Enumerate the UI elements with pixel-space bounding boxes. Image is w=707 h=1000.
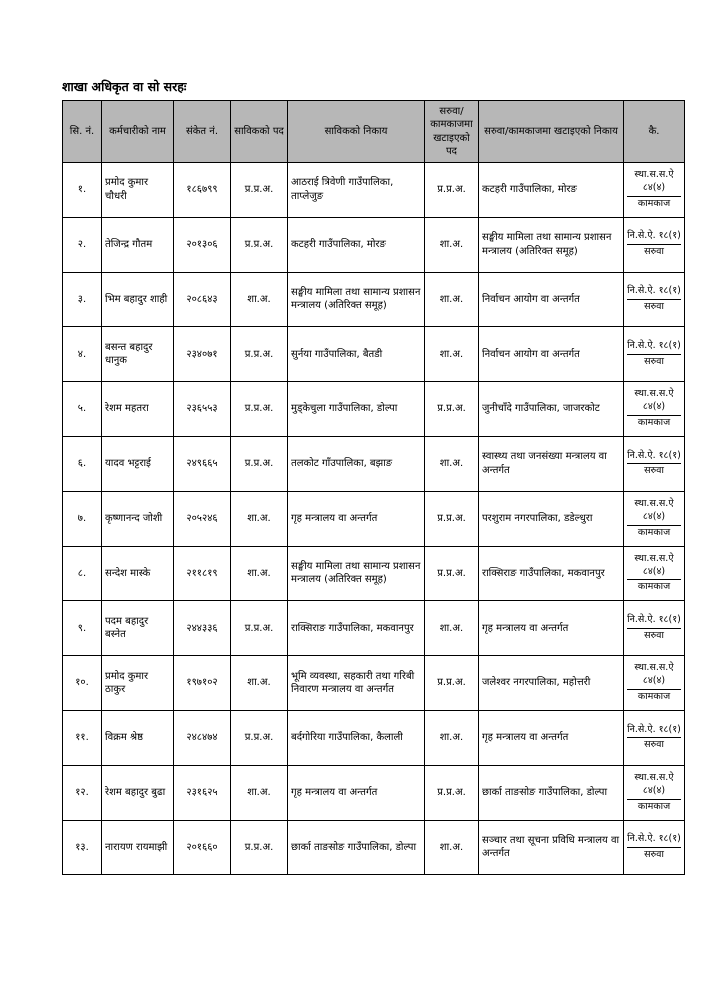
cell-remarks: [624, 765, 685, 820]
cell-sn: ६.: [63, 436, 102, 491]
cell-new-office: निर्वाचन आयोग वा अन्तर्गत: [479, 327, 624, 382]
cell-old-post: प्र.प्र.अ.: [231, 710, 288, 765]
cell-new-post: शा.अ.: [425, 436, 479, 491]
remark-law-reference: नि.से.ऐ. १८(१): [627, 449, 681, 461]
cell-new-office: सङ्घीय मामिला तथा सामान्य प्रशासन मन्त्रालय (अतिरिक्त समूह): [479, 217, 624, 272]
cell-old-post: शा.अ.: [231, 491, 288, 546]
table-row: [63, 436, 685, 491]
table-row: [63, 546, 685, 601]
cell-code: २११८१९: [174, 546, 231, 601]
remark-type: कामकाज: [627, 525, 681, 540]
cell-new-office: निर्वाचन आयोग वा अन्तर्गत: [479, 272, 624, 327]
remark-law-reference: स्था.स.स.ऐ ८४(४): [634, 662, 674, 687]
cell-old-office: राक्सिराङ गाउँपालिका, मकवानपुर: [288, 601, 425, 656]
cell-sn: ८.: [63, 546, 102, 601]
cell-old-post: प्र.प्र.अ.: [231, 217, 288, 272]
cell-new-office: गृह मन्त्रालय वा अन्तर्गत: [479, 710, 624, 765]
cell-code: २४८४७४: [174, 710, 231, 765]
cell-sn: १.: [63, 163, 102, 218]
cell-old-post: प्र.प्र.अ.: [231, 436, 288, 491]
header-new-post: सरुवा/ कामकाजमा खटाइएको पद: [425, 101, 479, 163]
cell-old-post: प्र.प्र.अ.: [231, 327, 288, 382]
cell-employee-name: यादव भट्टराई: [102, 436, 174, 491]
cell-employee-name: प्रमोद कुमार चौधरी: [102, 163, 174, 218]
table-row: [63, 765, 685, 820]
cell-new-post: शा.अ.: [425, 710, 479, 765]
cell-new-post: प्र.प्र.अ.: [425, 656, 479, 711]
cell-remarks: [624, 272, 685, 327]
cell-employee-name: भिम बहादुर शाही: [102, 272, 174, 327]
cell-sn: २.: [63, 217, 102, 272]
cell-new-post: प्र.प्र.अ.: [425, 382, 479, 437]
cell-new-office: परशुराम नगरपालिका, डडेल्धुरा: [479, 491, 624, 546]
remark-type: कामकाज: [627, 799, 681, 814]
table-row: [63, 656, 685, 711]
cell-sn: ७.: [63, 491, 102, 546]
remark-law-reference: स्था.स.स.ऐ ८४(४): [634, 552, 674, 577]
cell-remarks: [624, 710, 685, 765]
remark-type: सरुवा: [627, 244, 681, 259]
table-header-row: [63, 101, 685, 163]
cell-remarks: [624, 217, 685, 272]
cell-sn: ५.: [63, 382, 102, 437]
cell-employee-name: कृष्णानन्द जोशी: [102, 491, 174, 546]
remark-type: कामकाज: [627, 579, 681, 594]
cell-new-post: शा.अ.: [425, 601, 479, 656]
cell-old-office: तलकोट गाँउपालिका, बझाङ: [288, 436, 425, 491]
remark-law-reference: नि.से.ऐ. १८(१): [627, 285, 681, 297]
table-row: [63, 217, 685, 272]
cell-new-post: प्र.प्र.अ.: [425, 163, 479, 218]
cell-employee-name: रेशम महतरा: [102, 382, 174, 437]
header-new-office: सरुवा/कामकाजमा खटाइएको निकाय: [479, 101, 624, 163]
cell-new-office: छार्का ताङसोङ गाउँपालिका, डोल्पा: [479, 765, 624, 820]
remark-type: सरुवा: [627, 847, 681, 862]
cell-new-post: प्र.प्र.अ.: [425, 491, 479, 546]
remark-type: सरुवा: [627, 628, 681, 643]
cell-code: २०५२४६: [174, 491, 231, 546]
cell-employee-name: रेशम बहादुर बुढा: [102, 765, 174, 820]
header-employee-name: कर्मचारीको नाम: [102, 101, 174, 163]
cell-new-office: जुनीचाँदे गाउँपालिका, जाजरकोट: [479, 382, 624, 437]
cell-new-post: शा.अ.: [425, 820, 479, 875]
cell-sn: १२.: [63, 765, 102, 820]
cell-employee-name: पदम बहादुर बस्नेत: [102, 601, 174, 656]
cell-remarks: [624, 820, 685, 875]
cell-new-office: राक्सिराङ गाउँपालिका, मकवानपुर: [479, 546, 624, 601]
transfer-table: [62, 100, 685, 875]
cell-old-office: भूमि व्यवस्था, सहकारी तथा गरिबी निवारण मन्त्रालय वा अन्तर्गत: [288, 656, 425, 711]
remark-type: सरुवा: [627, 463, 681, 478]
cell-old-office: गृह मन्त्रालय वा अन्तर्गत: [288, 765, 425, 820]
header-remarks: कै.: [624, 101, 685, 163]
cell-old-post: प्र.प्र.अ.: [231, 820, 288, 875]
cell-old-office: छार्का ताङसोङ गाउँपालिका, डोल्पा: [288, 820, 425, 875]
remark-type: सरुवा: [627, 299, 681, 314]
remark-law-reference: नि.से.ऐ. १८(१): [627, 833, 681, 845]
table-row: [63, 382, 685, 437]
remark-law-reference: स्था.स.स.ऐ ८४(४): [634, 497, 674, 522]
cell-code: २०८६४३: [174, 272, 231, 327]
cell-employee-name: प्रमोद कुमार ठाकुर: [102, 656, 174, 711]
cell-old-post: प्र.प्र.अ.: [231, 382, 288, 437]
cell-new-post: शा.अ.: [425, 217, 479, 272]
cell-new-office: जलेश्वर नगरपालिका, महोत्तरी: [479, 656, 624, 711]
cell-employee-name: तेजिन्द्र गौतम: [102, 217, 174, 272]
cell-remarks: [624, 656, 685, 711]
remark-law-reference: स्था.स.स.ऐ ८४(४): [634, 169, 674, 193]
cell-employee-name: विक्रम श्रेष्ठ: [102, 710, 174, 765]
cell-code: १९७१०२: [174, 656, 231, 711]
cell-new-post: प्र.प्र.अ.: [425, 546, 479, 601]
table-row: [63, 820, 685, 875]
cell-new-office: सञ्चार तथा सूचना प्रविधि मन्त्रालय वा अन्तर्गत: [479, 820, 624, 875]
remark-type: कामकाज: [627, 196, 681, 211]
remark-law-reference: नि.से.ऐ. १८(१): [627, 613, 681, 625]
cell-old-office: गृह मन्त्रालय वा अन्तर्गत: [288, 491, 425, 546]
remark-type: कामकाज: [627, 689, 681, 704]
cell-sn: ४.: [63, 327, 102, 382]
cell-new-office: स्वास्थ्य तथा जनसंख्या मन्त्रालय वा अन्तर्गत: [479, 436, 624, 491]
cell-sn: १३.: [63, 820, 102, 875]
table-row: [63, 327, 685, 382]
cell-sn: ९.: [63, 601, 102, 656]
cell-new-post: शा.अ.: [425, 272, 479, 327]
remark-law-reference: नि.से.ऐ. १८(१): [627, 230, 681, 242]
cell-old-office: कटहरी गाउँपालिका, मोरङ: [288, 217, 425, 272]
remark-type: सरुवा: [627, 354, 681, 369]
cell-old-office: सङ्घीय मामिला तथा सामान्य प्रशासन मन्त्रालय (अतिरिक्त समूह): [288, 546, 425, 601]
cell-code: २३६५५३: [174, 382, 231, 437]
cell-old-post: शा.अ.: [231, 656, 288, 711]
cell-sn: ११.: [63, 710, 102, 765]
cell-remarks: [624, 601, 685, 656]
cell-code: २०१३०६: [174, 217, 231, 272]
cell-code: १८६७९९: [174, 163, 231, 218]
cell-remarks: [624, 491, 685, 546]
table-row: [63, 163, 685, 218]
table-row: [63, 272, 685, 327]
cell-old-post: प्र.प्र.अ.: [231, 163, 288, 218]
remark-type: सरुवा: [627, 737, 681, 752]
cell-remarks: [624, 163, 685, 218]
cell-old-office: सुर्नया गाउँपालिका, बैतडी: [288, 327, 425, 382]
header-old-post: साविकको पद: [231, 101, 288, 163]
cell-code: २४९६६५: [174, 436, 231, 491]
cell-remarks: [624, 327, 685, 382]
cell-old-post: शा.अ.: [231, 272, 288, 327]
cell-new-office: कटहरी गाउँपालिका, मोरङ: [479, 163, 624, 218]
cell-old-post: शा.अ.: [231, 765, 288, 820]
table-row: [63, 601, 685, 656]
cell-old-office: बर्दगोरिया गाउँपालिका, कैलाली: [288, 710, 425, 765]
cell-old-post: प्र.प्र.अ.: [231, 601, 288, 656]
header-sn: सि. नं.: [63, 101, 102, 163]
remark-type: कामकाज: [627, 415, 681, 430]
section-heading: शाखा अधिकृत वा सो सरहः: [62, 79, 187, 94]
cell-remarks: [624, 382, 685, 437]
cell-sn: ३.: [63, 272, 102, 327]
cell-code: २३४०७१: [174, 327, 231, 382]
cell-old-office: सङ्घीय मामिला तथा सामान्य प्रशासन मन्त्रालय (अतिरिक्त समूह): [288, 272, 425, 327]
header-old-office: साविकको निकाय: [288, 101, 425, 163]
header-code: संकेत नं.: [174, 101, 231, 163]
cell-code: २४४३३६: [174, 601, 231, 656]
table-row: [63, 491, 685, 546]
cell-new-post: प्र.प्र.अ.: [425, 765, 479, 820]
remark-law-reference: स्था.स.स.ऐ ८४(४): [634, 388, 674, 413]
cell-old-office: मुड्केचुला गाउँपालिका, डोल्पा: [288, 382, 425, 437]
cell-code: २३१६२५: [174, 765, 231, 820]
cell-employee-name: नारायण रायमाझी: [102, 820, 174, 875]
cell-new-office: गृह मन्त्रालय वा अन्तर्गत: [479, 601, 624, 656]
cell-old-post: शा.अ.: [231, 546, 288, 601]
remark-law-reference: नि.से.ऐ. १८(१): [627, 723, 681, 735]
remark-law-reference: नि.से.ऐ. १८(१): [627, 339, 681, 351]
table-row: [63, 710, 685, 765]
cell-remarks: [624, 436, 685, 491]
remark-law-reference: स्था.स.स.ऐ ८४(४): [634, 771, 674, 796]
cell-old-office: आठराई त्रिवेणी गाउँपालिका, ताप्लेजुङ: [288, 163, 425, 218]
cell-new-post: शा.अ.: [425, 327, 479, 382]
cell-code: २०१६६०: [174, 820, 231, 875]
cell-employee-name: सन्देश मास्के: [102, 546, 174, 601]
cell-sn: १०.: [63, 656, 102, 711]
cell-employee-name: बसन्त बहादुर धानुक: [102, 327, 174, 382]
cell-remarks: [624, 546, 685, 601]
